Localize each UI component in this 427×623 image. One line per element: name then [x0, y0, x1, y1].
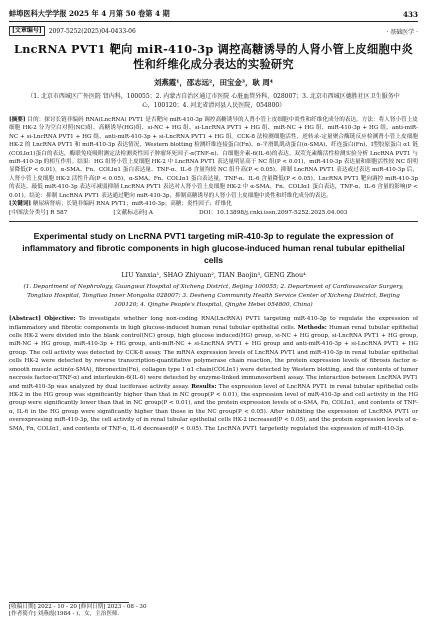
affiliations-chinese: （1. 北京市西城区广外医院 肾内科，100055；2. 内蒙古自治区通辽市医院 心脏血管外科，028007；3. 北京市西城区德胜社区卫生服务中心，100120；4. 河北省清河县人民医院，054800） — [27, 93, 400, 109]
page-number: 433 — [402, 10, 418, 19]
objective-text: To investigate whether long non-coding RNA(LncRNA) PVT1 targeting miR-410-3p to regulate the expression of inflammatory and fibrotic components in high glucose-induced human renal tubular epithelial cells. — [9, 316, 419, 331]
abstract-chinese — [9, 116, 418, 208]
classification-line — [9, 209, 418, 218]
methods-text: Human renal tubular epithelial cells HK-2 were divided into the blank control(NC) group, high glucose induced(HG) group, si-NC + HG group, si-LncRNA PVT1 + HG group, miR-NC + HG group, miR-410-3p + HG group, anti-miR-NC + si-LncRNA PVT1 + HG group and anti-miR-410-3p + si-LncRNA PVT1 + HG group. The cell activity was detected by CCK-8 assay. The mRNA expression levels of LncRNA PVT1 and miR-410-3p in renal tubular epithelial cells HK-2 were detected by reverse transcription-quantitative polymerase chain reaction, the protein expression levels of fibrosis factor α-smooth muscle actin(α-SMA), fibronectin(Fn), collagen type Ⅰ α1 chain(COLIα1) were detected by Western blotting, and the contents of tumor necrosis factor-α(TNF-α) and interleukin-6(IL-6) were detected by enzyme-linked immunosorbent assay. The interaction between LncRNA PVT1 and miR-410-3p was analyzed by dual luciferase activity assay. — [9, 324, 419, 390]
methods-label: Methods: — [297, 324, 327, 331]
received-date: [收稿日期] 2022 - 10 - 20 — [9, 603, 77, 610]
abstract-label-cn: [摘要] — [9, 117, 26, 123]
footnote — [9, 604, 147, 619]
running-head — [9, 0, 418, 22]
doi: DOI：10.13898/j.cnki.issn.2097-5252.2025.04.003 — [198, 210, 348, 217]
results-label: Results: — [191, 383, 217, 390]
author-info: [作者简介] 刘燕霞(1984 - )，女，主治医师. — [9, 611, 120, 618]
results-text: The expression level of LncRNA PVT1 in renal tubular epithelial cells HK-2 in the HG group was significantly higher than that in NC group(P < 0.01), the expression level of miR-410-3p and cell activity in the HG group were significantly lower than that in NC group(P < 0.01), and the protein expression levels of α-SMA, Fn, COLIα1, and contents of TNF-α, IL-6 in the HG group were significantly higher than those in the NC group(P < 0.05). After inhibiting the expression of LncRNA PVT1 or overexpressing miR-410-3p, the cell activity of in renal tubular epithelial cells HK-2 increased(P < 0.05), and the protein expression levels of α-SMA, Fn, COLIα1, and contents of TNF-α, IL-6 decreased(P < 0.05). The LncRNA PVT1 targetedly regulated the expression of miR-410-3p. — [9, 383, 419, 432]
clc-number: [中图法分类号] R 587 — [9, 210, 68, 217]
title-chinese: LncRNA PVT1 靶向 miR-410-3p 调控高糖诱导的人肾小管上皮细胞中炎性和纤维化成分表达的实验研究 — [14, 42, 413, 71]
journal-name: 蚌埠医科大学学报 2025 年 4 月第 50 卷第 4 期 — [9, 9, 170, 18]
doc-code: [文献标志码] A — [113, 210, 153, 217]
abstract-text-cn: 目的：探讨长链非编码 RNA(LncRNA) PVT1 是否靶向 miR-410-3p 调控高糖诱导的人肾小管上皮细胞中炎性和纤维化成分的表达。方法：将人肾小管上皮细胞 HK-2 分为空白对照(NC)组、高糖诱导(HG)组、si-NC + HG 组、si-LncRNA PVT1 + HG 组、miR-NC + HG 组、miR-410-3p + HG 组、anti-miR-NC + si-LncRNA PVT1 + HG 组、anti-miR-410-3p + si-LncRNA PVT1 + HG 组。CCK-8 法检测细胞活性，逆转录-定量聚合酶链反应检测肾小管上皮细胞 HK-2 的 LncRNA PVT1 和 miR-410-3p 表达情况，Western blotting 检测纤维连接蛋白(Fn)、α-平滑肌肌动蛋白(α-SMA)、纤连蛋白(Fn)、Ⅰ型胶原蛋白 α1 链(COLIα1)蛋白的表达，酶联免疫吸附测定法检测炎性因子肿瘤坏死因子-α(TNF-α)、白细胞介素-6(IL-6)的表达。双荧光素酶活性检测实验分析 LncRNA PVT1 与 miR-410-3p 的相互作用。结果：HG 组肾小管上皮细胞 HK-2 中 LncRNA PVT1 表达量明显高于 NC 组(P < 0.01)，miR-410-3p 表达量和细胞活性较 NC 组明显降低(P < 0.01)，α-SMA、Fn、COLIα1 蛋白表达量、TNF-α、IL-6 含量均较 NC 组升高(P < 0.05)。抑制 LncRNA PVT1 表达或过表达 miR-410-3p 后，人肾小管上皮细胞 HK-2 活性升高(P < 0.05)，α-SMA、Fn、COLIα1 蛋白表达量，TNF-α、IL-6 含量降低(P < 0.05)。LncRNA PVT1 靶向调控 miR-410-3p 的表达。敲低 miR-410-3p 表达可减弱抑制 LncRNA PVT1 表达对人肾小管上皮细胞 HK-2 中 α-SMA、Fn、COLIα1 蛋白表达，TNF-α、IL-6 含量的影响(P < 0.01)。结论：抑制 LncRNA PVT1 表达通过靶向 miR-410-3p，抑制高糖诱导的人肾小管上皮细胞中炎性和纤维化成分的表达。 — [9, 117, 419, 199]
divider — [9, 221, 418, 222]
abstract-english — [9, 315, 418, 433]
authors-chinese: 刘燕霞¹，邵志远²，田宝金³，耿 周⁴ — [154, 78, 273, 87]
section-label: · 基础医学 · — [386, 28, 418, 36]
title-english: Experimental study on LncRNA PVT1 targeting miR-410-3p to regulate the expression of inflammatory and fibrotic components in high glucose-induced human renal tubular epithelial cells — [22, 231, 405, 266]
article-meta — [9, 26, 418, 36]
keywords-text-cn: 糖尿病肾病；长链非编码 RNA PVT1；miR-410-3p；高糖；炎性因子；纤维化 — [32, 201, 232, 208]
authors-english: LIU Yanxia¹, SHAO Zhiyuan², TIAN Baojin³, GENG Zhou⁴ — [121, 271, 306, 280]
revised-date: [修回日期] 2023 - 08 - 30 — [78, 603, 147, 610]
affiliations-english: (1. Department of Nephrology, Guangwai Hospital of Xicheng District, Beijing 100055; 2. Department of Cardiovascular Surgery, Tongliao Hospital, Tongliao Inner Mongolia 028007; 3. Desheng Community Health Service Center of Xicheng District, Beijing 100120; 4. Qinghe People's Hospital, Qinghe Hebei 054800, China) — [23, 284, 404, 308]
article-no: 2097-5252(2025)04-0433-06 — [48, 27, 136, 35]
article-no-label: [文章编号] — [9, 26, 45, 36]
keywords-label-cn: [关键词] — [9, 201, 32, 208]
objective-label: Objective: — [44, 316, 76, 323]
abstract-label-en: [Abstract] — [9, 316, 41, 323]
